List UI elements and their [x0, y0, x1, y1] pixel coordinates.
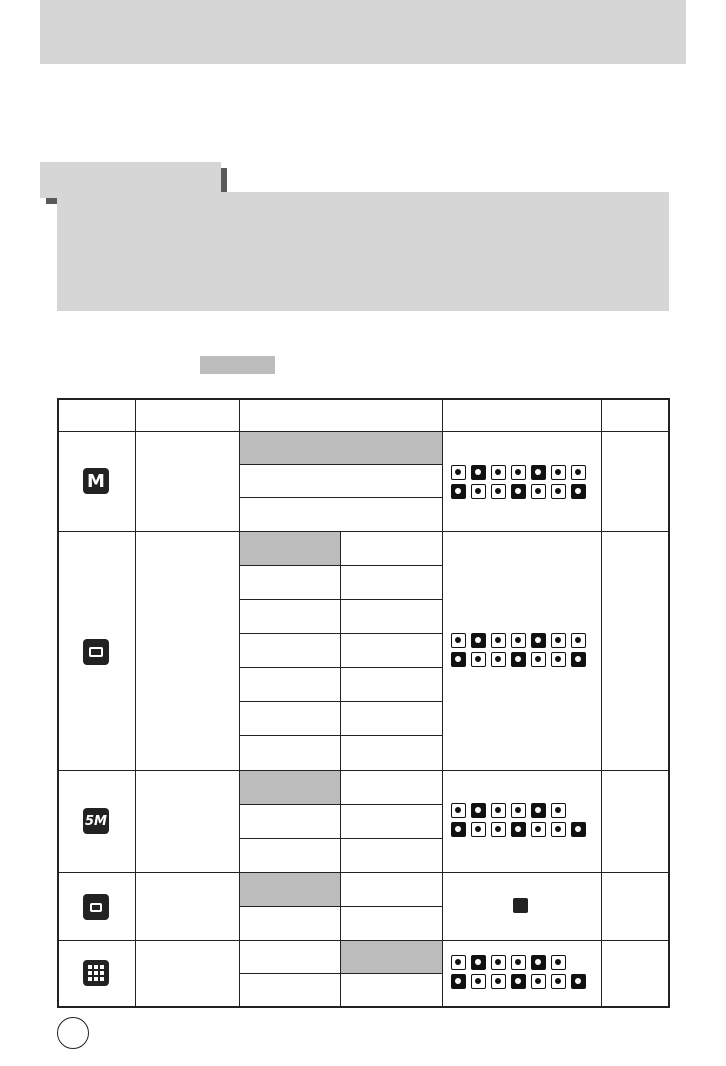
scene-icon [551, 652, 566, 667]
size-5m-glyph: 5M [85, 813, 107, 829]
sub-row-line [240, 633, 442, 634]
scene-icon [531, 465, 546, 480]
scene-icon [511, 974, 526, 989]
scene-icon [531, 822, 546, 837]
scene-icon [571, 822, 586, 837]
scene-icon [571, 465, 586, 480]
scene-icons-strip [451, 955, 596, 991]
scene-icon [471, 822, 486, 837]
sub-row-line [240, 973, 442, 974]
scene-icon [451, 822, 466, 837]
highlight-cell [240, 532, 340, 565]
col-divider [135, 398, 136, 1008]
scene-icon [491, 465, 506, 480]
table-border-left [57, 398, 59, 1008]
col-divider [601, 398, 602, 1008]
scene-icon [491, 955, 506, 970]
sub-row-line [240, 735, 442, 736]
scene-icon [531, 633, 546, 648]
col-divider [239, 398, 240, 1008]
scene-icon [511, 652, 526, 667]
movie-shape [90, 903, 102, 912]
scene-icon [511, 484, 526, 499]
grid-menu-icon [83, 960, 109, 986]
header-bar [40, 0, 686, 64]
scene-icon [491, 633, 506, 648]
scene-icons-strip [451, 465, 596, 501]
scene-icon [471, 955, 486, 970]
scene-icon [511, 803, 526, 818]
scene-icons-strip [451, 633, 596, 669]
sub-row-line [240, 804, 442, 805]
size-5m-icon [83, 808, 109, 834]
scene-icon [531, 955, 546, 970]
table-border-bottom [57, 1006, 669, 1008]
highlight-cell [240, 873, 340, 906]
scene-icon [451, 955, 466, 970]
scene-icon [551, 465, 566, 480]
scene-icon [471, 633, 486, 648]
scene-icon [491, 652, 506, 667]
sub-row-line [240, 464, 442, 465]
sub-row-line [240, 565, 442, 566]
scene-icon [551, 484, 566, 499]
row-line [57, 770, 669, 771]
camera-shape [89, 647, 103, 657]
scene-icon [511, 822, 526, 837]
scene-icon [451, 652, 466, 667]
scene-icon [471, 484, 486, 499]
col-divider [442, 398, 443, 1008]
sub-row-line [240, 599, 442, 600]
table-border-top [57, 398, 669, 400]
scene-icon [451, 633, 466, 648]
scene-icon [511, 465, 526, 480]
scene-icon [511, 633, 526, 648]
scene-icon [531, 803, 546, 818]
camera-mode-icon [83, 639, 109, 665]
scene-icon [571, 652, 586, 667]
scene-icon [471, 465, 486, 480]
scene-icon [571, 484, 586, 499]
row-line [57, 531, 669, 532]
scene-icon [451, 484, 466, 499]
scene-icon [471, 652, 486, 667]
movie-mode-icon [83, 894, 109, 920]
note-box [57, 192, 669, 311]
highlight-cell [240, 432, 442, 464]
manual-mode-glyph: M [87, 470, 105, 492]
scene-icon [551, 822, 566, 837]
scene-icon [571, 633, 586, 648]
scene-icon [571, 974, 586, 989]
highlight-cell [240, 771, 340, 804]
movie-scene-icon [513, 898, 528, 913]
scene-icon [491, 803, 506, 818]
scene-icons-strip [451, 803, 596, 839]
scene-icon [451, 465, 466, 480]
row-line [57, 872, 669, 873]
scene-icon [491, 974, 506, 989]
scene-icon [451, 974, 466, 989]
page-number-circle [57, 1017, 89, 1049]
sub-row-line [240, 701, 442, 702]
scene-icon [531, 484, 546, 499]
sub-row-line [240, 906, 442, 907]
scene-icon [451, 803, 466, 818]
sub-row-line [240, 838, 442, 839]
scene-icon [491, 822, 506, 837]
grid-dots [88, 965, 104, 981]
scene-icon [491, 484, 506, 499]
scene-icon [551, 974, 566, 989]
scene-icon [531, 974, 546, 989]
scene-icon [511, 955, 526, 970]
highlight-cell [341, 941, 442, 973]
sub-row-line [240, 667, 442, 668]
sub-row-line [240, 497, 442, 498]
scene-icon [471, 803, 486, 818]
scene-icon [551, 633, 566, 648]
scene-icon [551, 955, 566, 970]
scene-icon [531, 652, 546, 667]
scene-icon [471, 974, 486, 989]
sub-col-line [340, 941, 341, 1007]
sub-col-line [340, 771, 341, 872]
table-border-right [668, 398, 670, 1008]
scene-icon [551, 803, 566, 818]
settings-table [57, 398, 669, 1008]
highlight-chip [200, 356, 275, 374]
manual-mode-icon [83, 468, 109, 494]
